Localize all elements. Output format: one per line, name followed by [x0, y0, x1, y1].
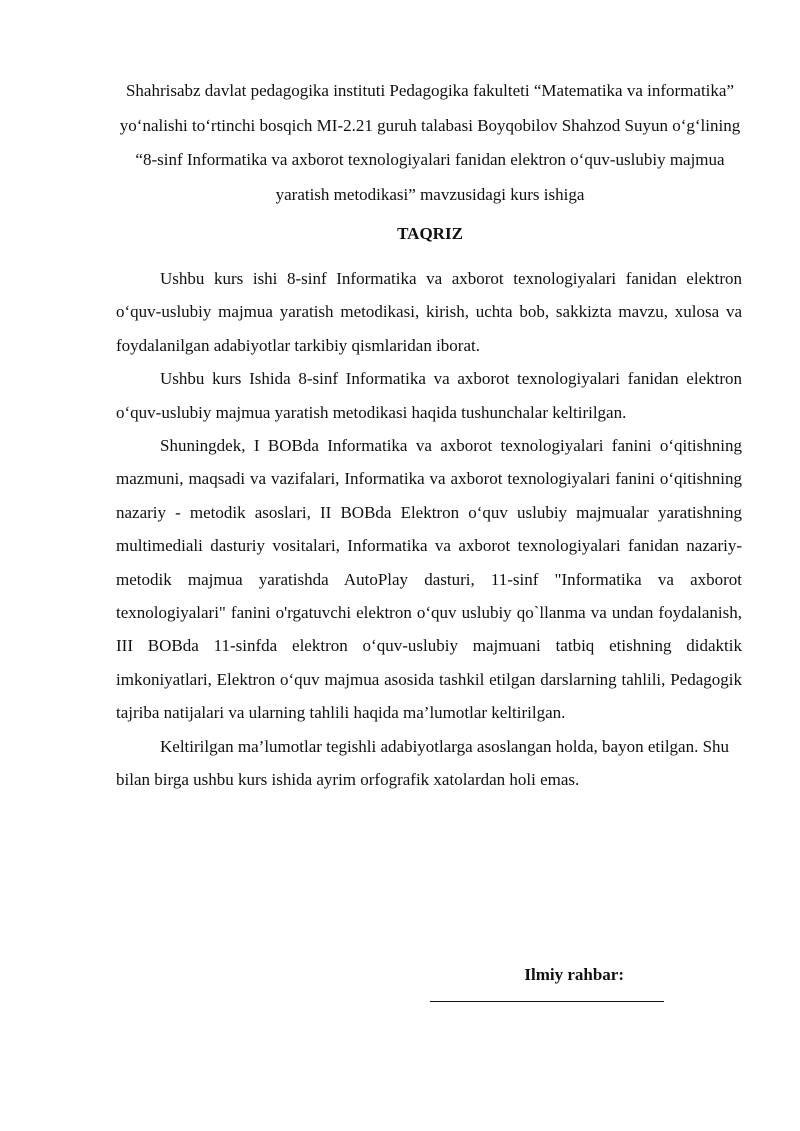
signature-line: [430, 1001, 664, 1002]
paragraph-1: Ushbu kurs ishi 8-sinf Informatika va axborot texnologiyalari fanidan elektron o‘quv-uslubiy majmua yaratish metodikasi, kirish, uchta bob, sakkizta mavzu, xulosa va foydalanilgan adabiyotlar tarkibiy qismlaridan iborat.: [116, 269, 742, 355]
document-title: TAQRIZ: [397, 224, 463, 243]
document-heading: Shahrisabz davlat pedagogika instituti Pedagogika fakulteti “Matematika va informatika” yo‘nalishi to‘rtinchi bosqich MI-2.21 guruh talabasi Boyqobilov Shahzod Suyun o‘g‘lining “8-sinf Informatika va axborot texnologiyalari fanidan elektron o‘quv-uslubiy majmua yaratish metodikasi” mavzusidagi kurs ishiga: [119, 81, 741, 204]
signature-block: [430, 963, 666, 1002]
paragraph-4: Keltirilgan ma’lumotlar tegishli adabiyotlarga asoslangan holda, bayon etilgan. Shu bilan birga ushbu kurs ishida ayrim orfografik xatolardan holi emas.: [116, 736, 730, 790]
paragraph-3: Shuningdek, I BOBda Informatika va axborot texnologiyalari fanini o‘qitishning mazmuni, maqsadi va vazifalari, Informatika va axborot texnologiyalari fanini o‘qitishning nazariy - metodik asoslari, II BOBda Elektron o‘quv uslubiy majmualar yaratishning multimediali dasturiy vositalari, Informatika va axborot texnologiyalari fanidan nazariy-metodik majmua yaratishda AutoPlay dasturi, 11-sinf "Informatika va axborot texnologiyalari" fanini o'rgatuvchi elektron o‘quv uslubiy qo`llanma va undan foydalanish, III BOBda 11-sinfda elektron o‘quv-uslubiy majmuani tatbiq etishning didaktik imkoniyatlari, Elektron o‘quv majmua asosida tashkil etilgan darslarning tahlili, Pedagogik tajriba natijalari va ularning tahlili haqida ma’lumotlar keltirilgan.: [116, 436, 742, 723]
review-body: [116, 262, 742, 797]
signature-label: Ilmiy rahbar:: [524, 965, 624, 984]
paragraph-2: Ushbu kurs Ishida 8-sinf Informatika va axborot texnologiyalari fanidan elektron o‘quv-uslubiy majmua yaratish metodikasi haqida tushunchalar keltirilgan.: [116, 369, 742, 422]
